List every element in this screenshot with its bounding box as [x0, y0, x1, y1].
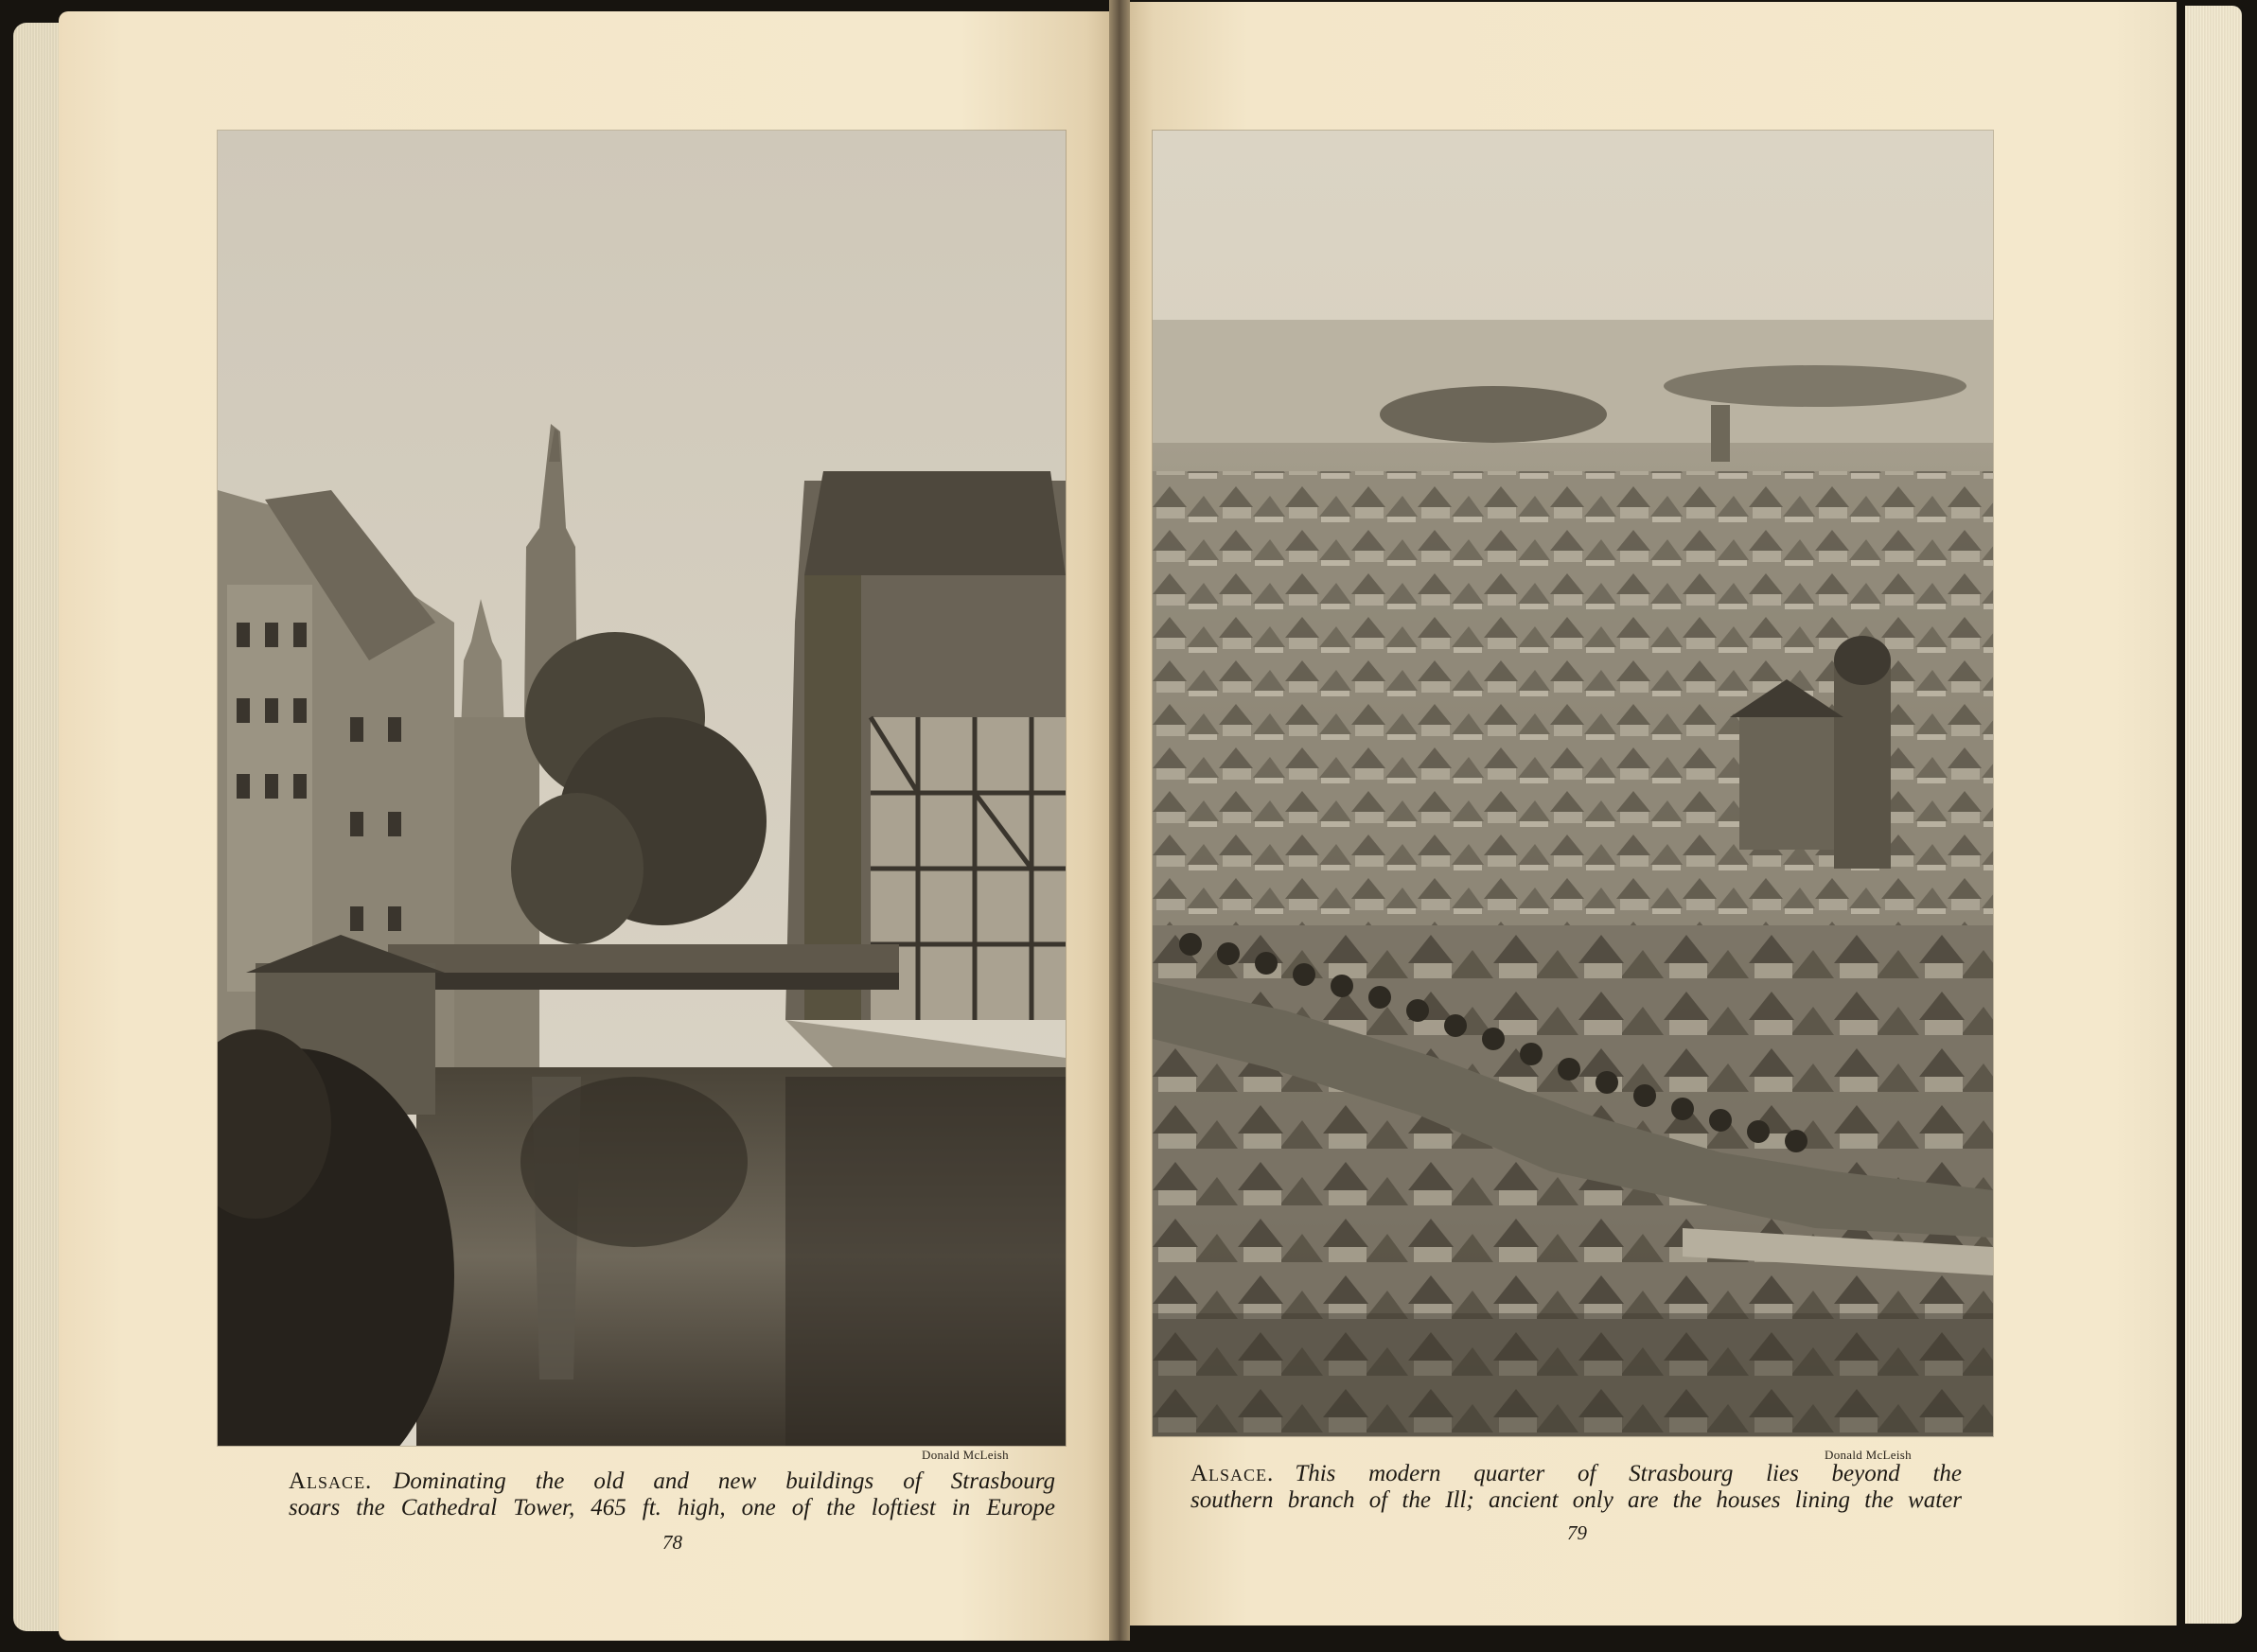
right-caption-line-2: southern branch of the Ill; ancient only are the houses lining the water: [1190, 1487, 1962, 1513]
right-caption-text-1: This modern quarter of Strasbourg lies beyond the: [1295, 1461, 1962, 1486]
right-page-edges: [2185, 6, 2242, 1624]
left-page-number: 78: [662, 1531, 682, 1554]
right-page-number: 79: [1567, 1521, 1587, 1544]
right-caption-line-1: [1190, 1461, 1962, 1487]
right-caption-place: Alsace.: [1190, 1461, 1275, 1486]
left-photo-credit: Donald McLeish: [922, 1448, 1009, 1462]
strasbourg-canal-photo: [218, 131, 1066, 1446]
left-caption: [289, 1468, 1055, 1521]
left-caption-text-1: Dominating the old and new buildings of Strasbourg: [393, 1468, 1055, 1494]
left-caption-line-1: [289, 1468, 1055, 1495]
right-caption: [1190, 1461, 1962, 1514]
strasbourg-aerial-photo: [1153, 131, 1993, 1436]
right-photo-credit: Donald McLeish: [1825, 1448, 1912, 1462]
left-caption-line-2: soars the Cathedral Tower, 465 ft. high, one of the loftiest in Europe: [289, 1495, 1055, 1520]
left-caption-place: Alsace.: [289, 1468, 373, 1494]
book-gutter: [1109, 0, 1130, 1641]
